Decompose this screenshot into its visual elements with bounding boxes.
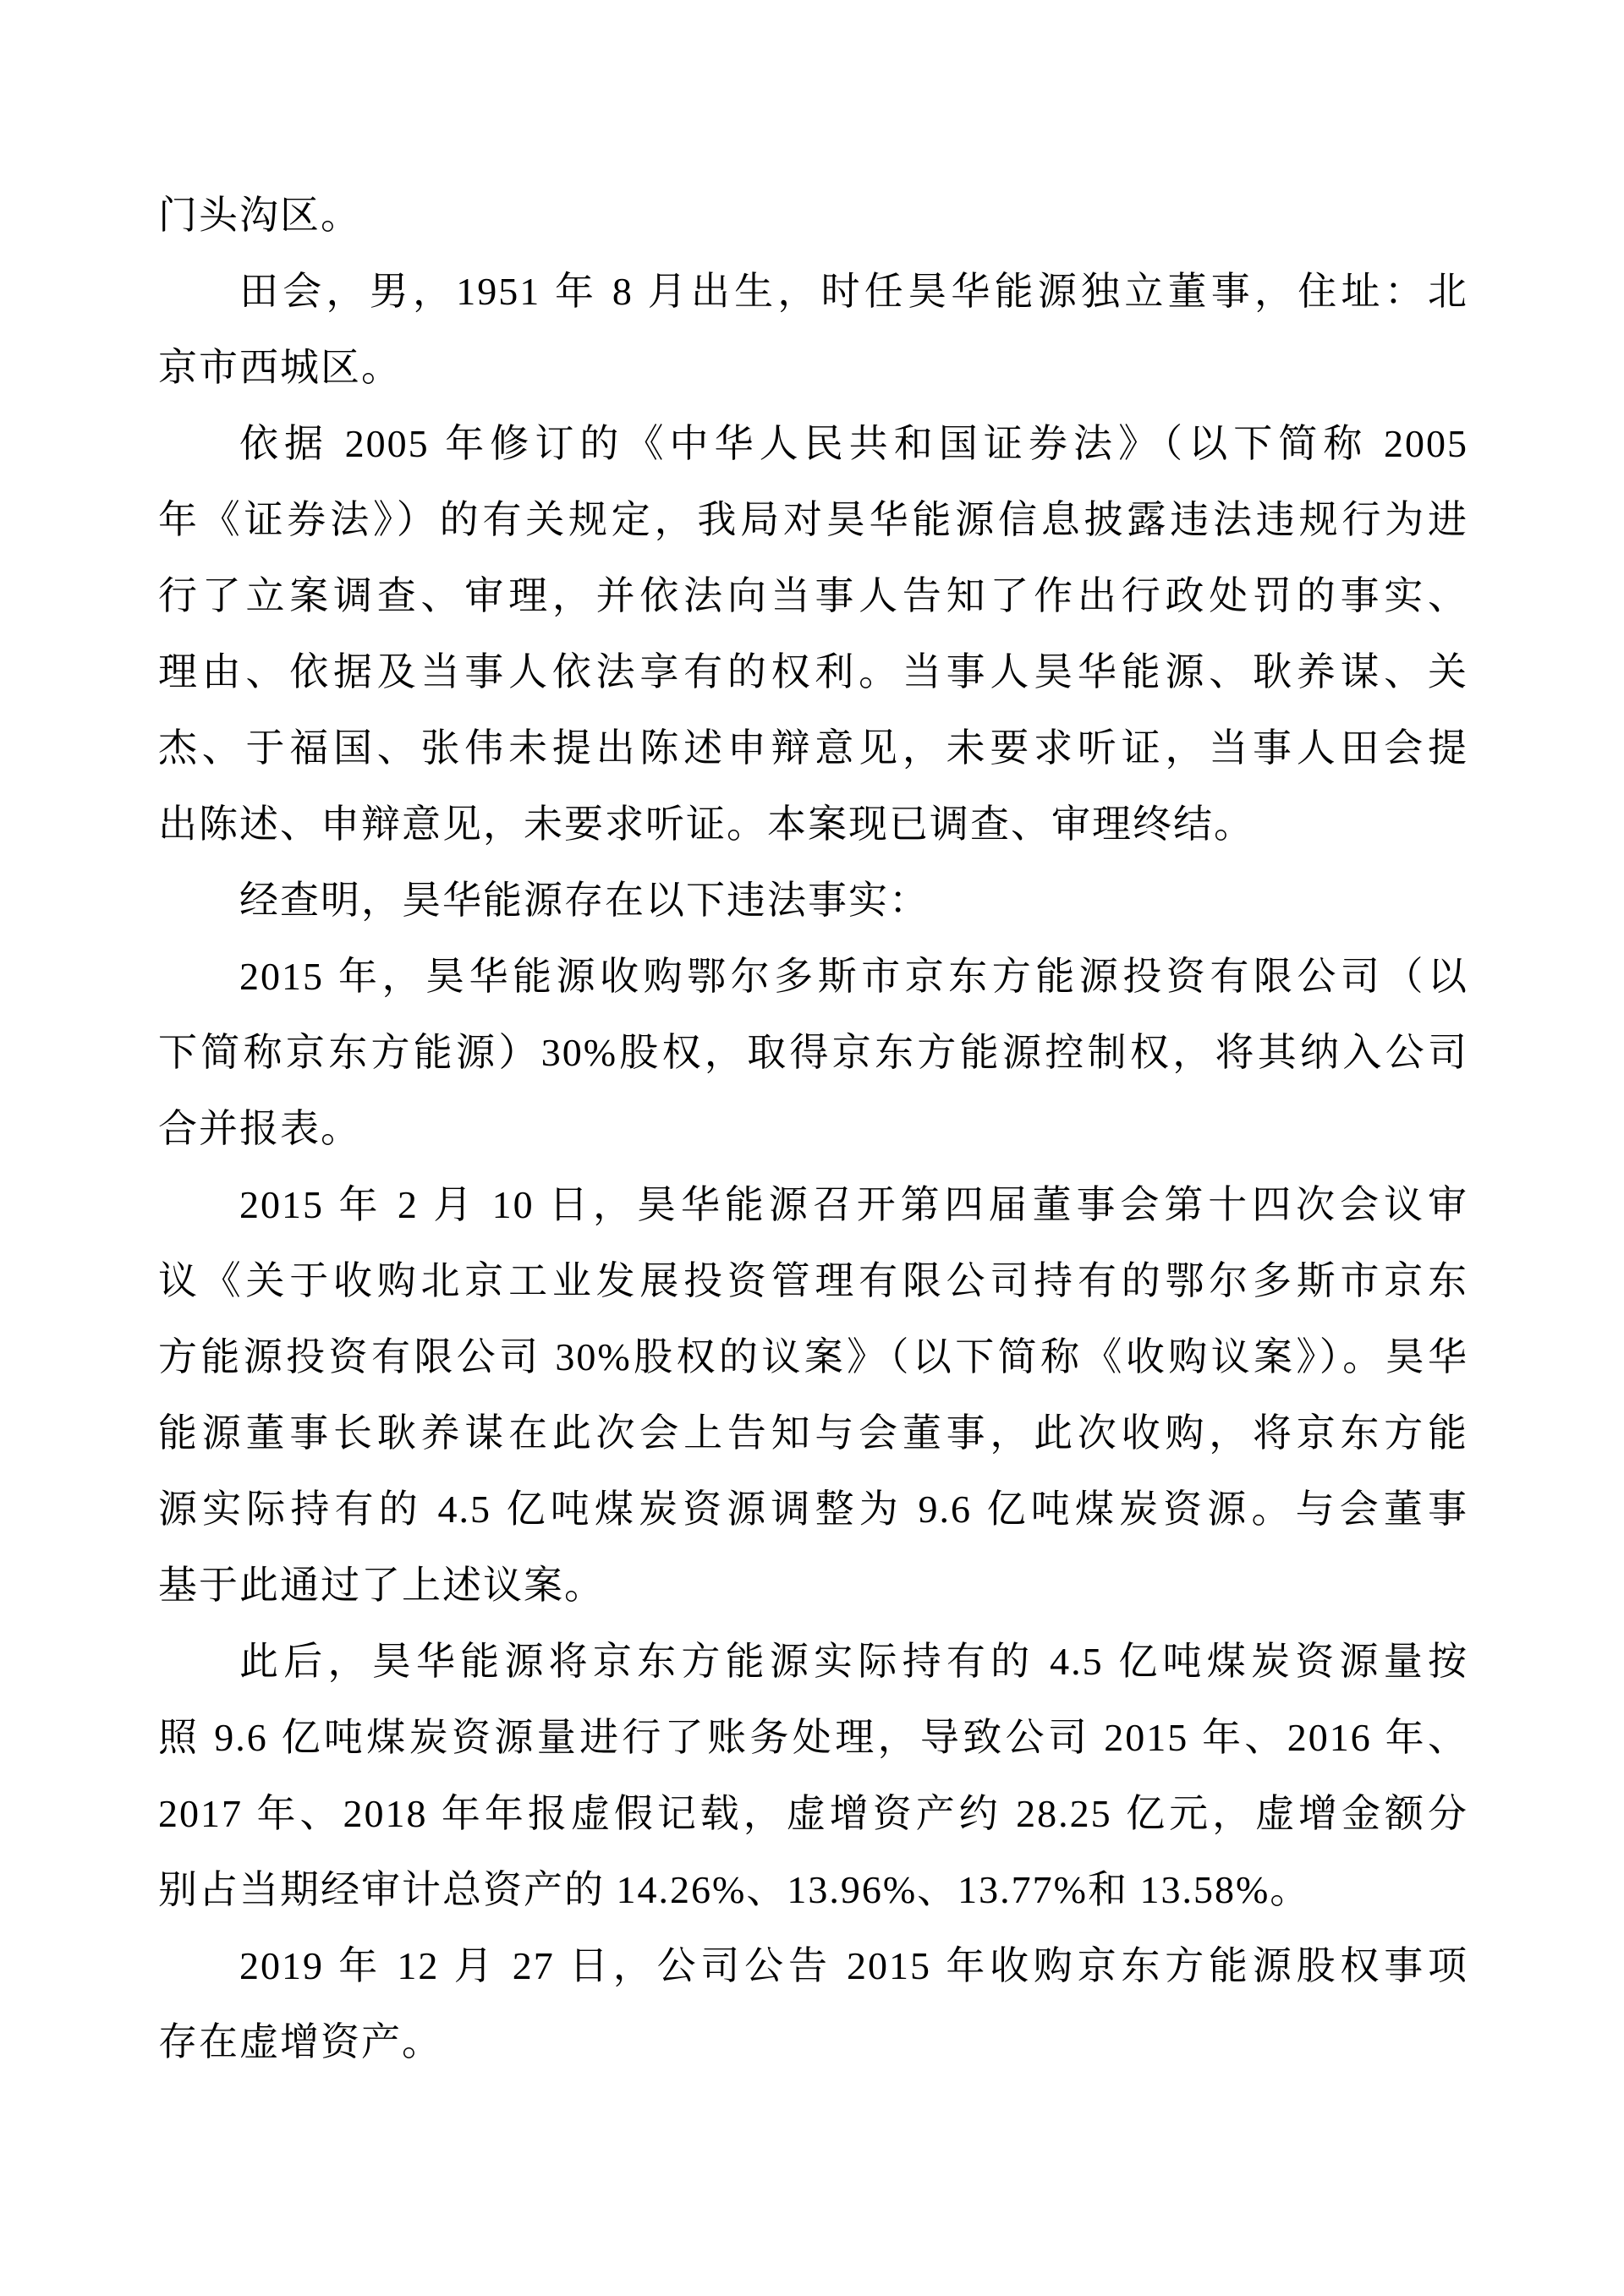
text-line-01: 门头沟区。	[158, 194, 361, 237]
text-line-02: 田会，男，1951 年 8 月出生，时任昊华能源独立董事，住址：北	[239, 270, 1468, 313]
text-line-16: 方能源投资有限公司 30%股权的议案》（以下简称《收购议案》）。昊华	[158, 1335, 1468, 1378]
text-line-19: 基于此通过了上述议案。	[158, 1564, 605, 1607]
text-line-15: 议《关于收购北京工业发展投资管理有限公司持有的鄂尔多斯市京东	[158, 1259, 1468, 1302]
text-line-05: 年《证券法》）的有关规定，我局对昊华能源信息披露违法违规行为进	[158, 498, 1468, 541]
text-line-23: 别占当期经审计总资产的 14.26%、13.96%、13.77%和 13.58%。	[158, 1868, 1311, 1911]
text-line-24: 2019 年 12 月 27 日，公司公告 2015 年收购京东方能源股权事项	[239, 1944, 1468, 1987]
text-line-22: 2017 年、2018 年年报虚假记载，虚增资产约 28.25 亿元，虚增金额分	[158, 1792, 1468, 1835]
text-line-07: 理由、依据及当事人依法享有的权利。当事人昊华能源、耿养谋、关	[158, 650, 1468, 693]
text-line-13: 合并报表。	[158, 1107, 361, 1150]
text-line-11: 2015 年，昊华能源收购鄂尔多斯市京东方能源投资有限公司（以	[239, 955, 1468, 998]
text-line-20: 此后，昊华能源将京东方能源实际持有的 4.5 亿吨煤炭资源量按	[239, 1640, 1468, 1683]
text-line-17: 能源董事长耿养谋在此次会上告知与会董事，此次收购，将京东方能	[158, 1411, 1468, 1455]
text-line-03: 京市西城区。	[158, 346, 402, 389]
text-line-09: 出陈述、申辩意见，未要求听证。本案现已调查、审理终结。	[158, 803, 1254, 846]
text-line-10: 经查明，昊华能源存在以下违法事实：	[239, 879, 930, 922]
text-line-18: 源实际持有的 4.5 亿吨煤炭资源调整为 9.6 亿吨煤炭资源。与会董事	[158, 1488, 1468, 1531]
text-line-06: 行了立案调查、审理，并依法向当事人告知了作出行政处罚的事实、	[158, 574, 1468, 617]
text-line-25: 存在虚增资产。	[158, 2020, 442, 2063]
text-line-21: 照 9.6 亿吨煤炭资源量进行了账务处理，导致公司 2015 年、2016 年、	[158, 1716, 1468, 1759]
text-line-12: 下简称京东方能源）30%股权，取得京东方能源控制权，将其纳入公司	[158, 1031, 1468, 1074]
text-line-04: 依据 2005 年修订的《中华人民共和国证券法》（以下简称 2005	[239, 422, 1468, 465]
text-line-08: 杰、于福国、张伟未提出陈述申辩意见，未要求听证，当事人田会提	[158, 726, 1468, 770]
document-body	[158, 178, 1468, 2080]
text-line-14: 2015 年 2 月 10 日，昊华能源召开第四届董事会第十四次会议审	[239, 1183, 1468, 1226]
